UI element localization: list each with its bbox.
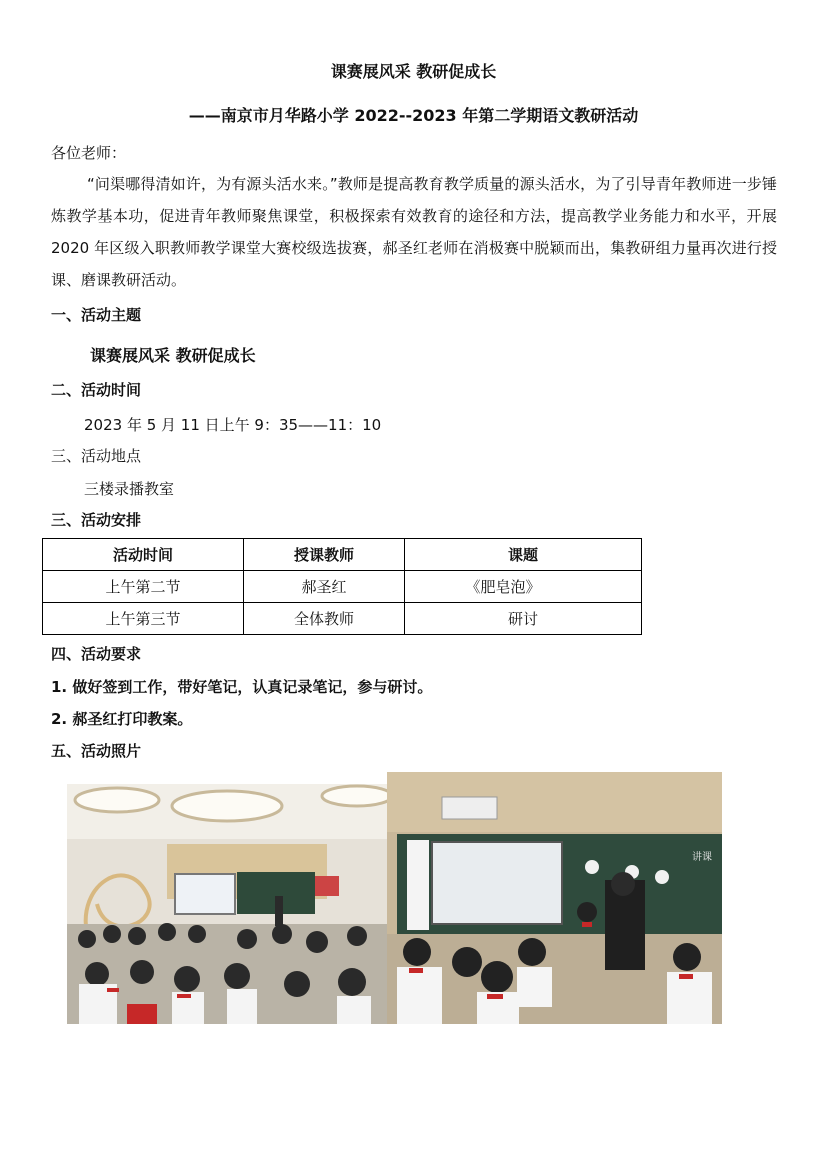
time-heading: 二、活动时间 — [51, 381, 142, 399]
cell-time: 上午第三节 — [43, 603, 244, 635]
classroom-photo-left — [67, 784, 387, 1024]
table-row — [43, 603, 642, 635]
time-value: 2023 年 5 月 11 日上午 9：35——11：10 — [84, 416, 382, 434]
cell-teacher: 郝圣红 — [244, 571, 405, 603]
photos-heading: 五、活动照片 — [51, 742, 142, 760]
requirement-2: 2. 郝圣红打印教案。 — [51, 710, 193, 728]
schedule-table — [42, 538, 642, 635]
classroom-photo-wide-icon — [67, 784, 387, 1024]
cell-time: 上午第二节 — [43, 571, 244, 603]
requirement-1: 1. 做好签到工作，带好笔记，认真记录笔记，参与研讨。 — [51, 678, 433, 696]
doc-subtitle: ——南京市月华路小学 2022--2023 年第二学期语文教研活动 — [188, 106, 639, 125]
table-header-row — [43, 539, 642, 571]
place-heading: 三、活动地点 — [51, 447, 142, 465]
col-header-topic: 课题 — [405, 539, 642, 571]
theme-heading: 一、活动主题 — [51, 306, 142, 324]
board-label: 讲课 — [692, 852, 712, 863]
col-header-time: 活动时间 — [43, 539, 244, 571]
schedule-heading: 三、活动安排 — [51, 511, 142, 529]
classroom-photo-closeup-icon — [387, 772, 722, 1024]
cell-topic: 《肥皂泡》 — [405, 571, 642, 603]
requirements-heading: 四、活动要求 — [51, 645, 142, 663]
greeting: 各位老师： — [51, 144, 127, 162]
col-header-teacher: 授课教师 — [244, 539, 405, 571]
theme-value: 课赛展风采 教研促成长 — [90, 346, 256, 365]
intro-paragraph: “问渠哪得清如许，为有源头活水来。”教师是提高教育教学质量的源头活水，为了引导青年教师进一步锤炼教学基本功，促进青年教师聚焦课堂，积极探索有效教育的途径和方法，提高教学业务能力和水平，开展 2020 年区级入职教师教学课堂大赛校级选拔赛，郝圣红老师在消极赛中脱颖而出，集教研组力量再次进行授课、磨课教研活动。 — [51, 175, 777, 289]
doc-title: 课赛展风采 教研促成长 — [330, 62, 497, 81]
classroom-photo-right — [387, 772, 722, 1024]
table-row — [43, 571, 642, 603]
cell-topic: 研讨 — [405, 603, 642, 635]
place-value: 三楼录播教室 — [84, 480, 175, 498]
cell-teacher: 全体教师 — [244, 603, 405, 635]
